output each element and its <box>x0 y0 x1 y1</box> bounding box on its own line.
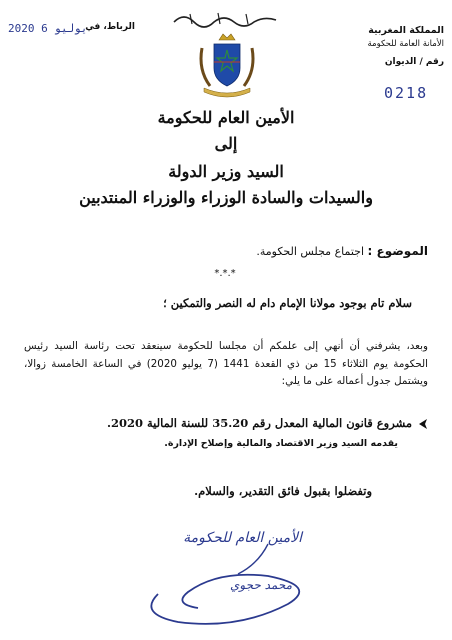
greeting: سلام تام بوجود مولانا الإمام دام له النصر والتمكين ؛ <box>163 296 412 310</box>
handwritten-date: 2020 يوليو 6 <box>8 22 88 35</box>
subject-text: اجتماع مجلس الحكومة. <box>256 245 365 258</box>
subject-line <box>28 244 428 258</box>
bullet-icon <box>418 418 428 430</box>
closing-line: وتفضلوا بقبول فائق التقدير، والسلام. <box>194 484 372 498</box>
recipient-ministers: والسيدات والسادة الوزراء والوزراء المنتدبين <box>79 188 373 207</box>
agenda-presenter: يقدمه السيد وزير الاقتصاد والمالية وإصلاح الإدارة. <box>164 438 398 449</box>
separator: *.*.* <box>214 268 236 279</box>
subject-label: الموضوع : <box>367 244 428 258</box>
reference-label: رقم / الديوان <box>384 57 444 67</box>
body-paragraph: وبعد، يشرفني أن أنهي إلى علمكم أن مجلسا للحكومة سينعقد تحت رئاسة السيد رئيس الحكومة يوم الثلاثاء 15 من ذي القعدة 1441 (7 يوليو 2020) في الساعة الخامسة زوالا، ويشتمل جدول أعماله على ما يلي: <box>24 340 428 387</box>
city-date-label: الرباط، في <box>85 22 135 32</box>
signature-title: الأمين العام للحكومة <box>183 530 302 546</box>
signatory-name: محمد حجوي <box>230 578 292 592</box>
recipient-minister: السيد وزير الدولة <box>168 162 284 181</box>
secretariat-name: الأمانة العامة للحكومة <box>367 39 444 49</box>
reference-number: 0218 <box>384 84 429 102</box>
agenda-item <box>52 416 412 430</box>
kingdom-name: المملكة المغربية <box>368 25 444 36</box>
sender-title: الأمين العام للحكومة <box>157 108 295 127</box>
address-to: إلى <box>214 134 238 153</box>
basmala-calligraphy <box>170 8 280 30</box>
agenda-item-text: مشروع قانون المالية المعدل رقم 35.20 للسنة المالية 2020. <box>106 416 412 430</box>
royal-emblem-icon <box>196 32 258 98</box>
